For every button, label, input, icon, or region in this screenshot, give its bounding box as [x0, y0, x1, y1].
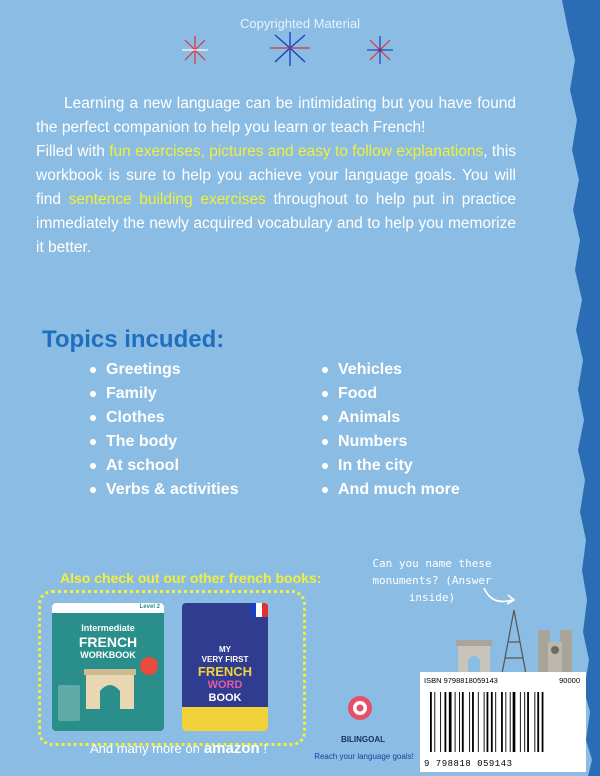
topics-list-right	[320, 358, 460, 502]
book2-line-4: WORD	[207, 679, 243, 691]
book2-bottom-strip	[182, 707, 268, 731]
bilingoal-logo	[318, 694, 408, 754]
topics-list-left	[88, 358, 239, 502]
publisher-tagline: Reach your language goals!	[314, 752, 414, 761]
highlight-sentence-building: sentence building exercises	[68, 191, 266, 208]
curved-arrow-icon	[482, 586, 518, 608]
barcode	[426, 686, 580, 754]
fireworks-decoration	[180, 30, 400, 70]
also-check-heading: Also check out our other french books:	[60, 570, 322, 586]
french-flag-icon	[250, 603, 268, 617]
book2-line-1: MY	[219, 645, 231, 654]
many-more-text: And many more on	[90, 741, 200, 756]
intro-text	[36, 92, 516, 260]
monuments-illustration	[456, 608, 576, 676]
book2-line-5: BOOK	[208, 692, 242, 704]
many-more-end: !	[263, 741, 267, 756]
notre-dame-icon	[538, 630, 572, 674]
book1-includes-box	[58, 685, 80, 721]
publisher-name: BILINGOAL	[341, 735, 385, 744]
amazon-logo: amazon	[203, 740, 260, 757]
intro-paragraph-2	[36, 140, 516, 260]
book2-line-2: VERY FIRST	[201, 655, 249, 664]
barcode-digits: 9 798818 059143	[424, 759, 513, 769]
topic-item: Verbs & activities	[88, 478, 239, 502]
arc-de-triomphe-icon	[456, 640, 492, 674]
watermark: Copyrighted Material	[240, 16, 360, 31]
topic-item: Numbers	[320, 430, 460, 454]
book1-title-1: Intermediate	[81, 623, 135, 633]
topic-item: The body	[88, 430, 239, 454]
isbn-label: ISBN 9798818059143	[424, 676, 498, 685]
book-cover-first-word-book[interactable]	[182, 603, 268, 731]
topic-item: Food	[320, 382, 460, 406]
book1-title-2: FRENCH	[78, 634, 138, 650]
topic-item: Family	[88, 382, 239, 406]
topics-title: Topics incuded:	[42, 326, 225, 353]
barcode-bars	[430, 692, 543, 752]
book2-line-3: FRENCH	[197, 664, 253, 679]
topic-item: At school	[88, 454, 239, 478]
topic-item: And much more	[320, 478, 460, 502]
topic-item: Vehicles	[320, 358, 460, 382]
book1-badge	[140, 657, 158, 675]
intro-text-b: , this workbook is sure to help you achieve your language goals. You will find	[36, 143, 517, 208]
intro-text-a: Filled with	[36, 143, 110, 160]
topic-item: Clothes	[88, 406, 239, 430]
monuments-question: Can you name these monuments? (Answer inside)	[372, 557, 492, 604]
eiffel-tower-icon	[502, 610, 526, 674]
barcode-box	[420, 672, 586, 772]
arc-de-triomphe-icon	[82, 667, 138, 711]
topic-item: In the city	[320, 454, 460, 478]
topic-item: Animals	[320, 406, 460, 430]
topic-item: Greetings	[88, 358, 239, 382]
intro-paragraph-1: Learning a new language can be intimidating but you have found the perfect companion to help you learn or teach French!	[36, 95, 516, 136]
intro-text-c: throughout to help put in practice immediately the newly acquired vocabulary and to help you memorize it better.	[36, 191, 516, 256]
price-code: 90000	[559, 676, 580, 685]
book1-title-3: WORKBOOK	[80, 650, 136, 660]
book1-level: Level 2	[139, 604, 160, 610]
book-cover-intermediate[interactable]	[52, 603, 164, 731]
highlight-fun-exercises: fun exercises, pictures and easy to follow explanations	[109, 143, 484, 160]
many-more-line	[90, 740, 267, 757]
